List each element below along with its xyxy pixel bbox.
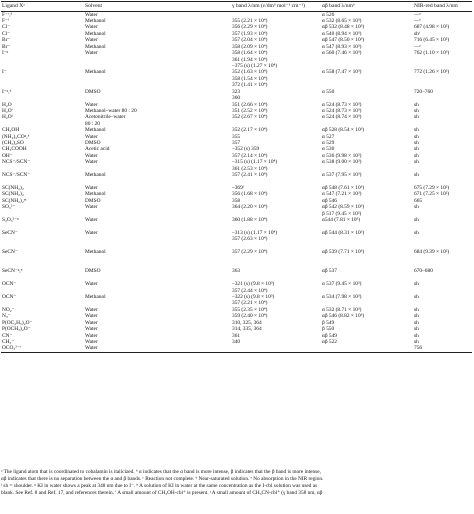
cell-alpha-beta-band: α 540 (8.94 × 10³) bbox=[322, 30, 362, 37]
cell-ligand: I⁻ᵍ,ʰ bbox=[2, 88, 12, 95]
cell-alpha-beta-band: αβ 528 (8.54 × 10³) bbox=[322, 127, 365, 134]
cell-gamma-band: 361 bbox=[232, 332, 241, 339]
cell-ligand: SeCN⁻ bbox=[2, 249, 18, 256]
cell-alpha-beta-band: α 537 (7.95 × 10³) bbox=[322, 172, 362, 179]
footnote-line: ᶠ sh = shoulder. ᵍ KI in water shows a peak at 348 nm due to I⁻. ʰ A solution of KI in water at the same concentration as the I-cbl solution was used as bbox=[1, 483, 318, 489]
cell-alpha-beta-band: β 550 bbox=[322, 326, 335, 333]
cell-solvent: Acetic acid bbox=[85, 146, 110, 153]
cell-gamma-band bbox=[231, 345, 321, 352]
cell-alpha-beta-band: αβ 537 bbox=[322, 268, 338, 275]
cell-ligand: SeCN⁻ bbox=[2, 229, 18, 236]
table-body bbox=[1, 11, 472, 352]
cell-ligand: H₂O bbox=[2, 101, 12, 108]
cell-gamma-band: 358 (1.64 × 10⁴) bbox=[232, 50, 268, 57]
cell-nir-band: sh bbox=[414, 281, 419, 288]
cell-gamma-band: 352 (2.17 × 10⁴) bbox=[232, 127, 268, 134]
cell-solvent: Methanol bbox=[85, 18, 106, 25]
cell-alpha-beta-band: αβ 544 (8.31 × 10³) bbox=[322, 229, 365, 236]
cell-nir-band: 716 (6.45 × 10²) bbox=[414, 37, 450, 44]
cell-ligand: OH⁻ bbox=[2, 152, 13, 159]
cell-ligand: NO₂⁻ bbox=[2, 306, 15, 313]
cell-alpha-beta-band: αβ 532 (8.48 × 10³) bbox=[322, 24, 365, 31]
cell-ligand: (CH₃)₂SO bbox=[2, 140, 24, 147]
cell-nir-band: sh bbox=[414, 172, 419, 179]
cell-ligand: SC(NH₂)₂ᵐ bbox=[2, 197, 27, 204]
cell-solvent: Methanol bbox=[85, 191, 106, 198]
cell-alpha-beta-band: αβ 547 (8.50 × 10³) bbox=[322, 37, 365, 44]
cell-nir-band: sh bbox=[414, 313, 419, 320]
cell-solvent: Water bbox=[85, 204, 98, 211]
cell-solvent: Water bbox=[85, 50, 98, 57]
cell-alpha-beta-band bbox=[321, 345, 413, 352]
cell-ligand: OCO₃²⁻ʳ bbox=[1, 345, 84, 352]
cell-gamma-band: 357 (2.44 × 10⁴) bbox=[232, 287, 268, 294]
cell-ligand: OCN⁻ bbox=[2, 281, 17, 288]
header-ligand: Ligand Xᵃ bbox=[1, 2, 84, 12]
cell-nir-band: sh bbox=[414, 101, 419, 108]
cell-solvent: Water bbox=[85, 24, 98, 31]
cell-gamma-band: –375 (s) (1.27 × 10⁴) bbox=[232, 62, 278, 69]
cell-gamma-band: 310, 325, 364 bbox=[232, 319, 262, 326]
cell-gamma-band: 361 (2.53 × 10⁴) bbox=[232, 165, 268, 172]
cell-nir-band: 720–760 bbox=[414, 88, 433, 95]
cell-solvent: Water bbox=[85, 152, 98, 159]
cell-nir-band: sh bbox=[414, 217, 419, 224]
cell-gamma-band: 323 bbox=[232, 88, 241, 95]
cell-nir-band: sh bbox=[414, 332, 419, 339]
cell-solvent: Water bbox=[85, 184, 98, 191]
cell-solvent: Water bbox=[85, 11, 98, 18]
cell-solvent: Water bbox=[85, 159, 98, 166]
cell-solvent: DMSO bbox=[85, 268, 101, 275]
cell-gamma-band: 314, 335, 364 bbox=[232, 326, 262, 333]
cell-alpha-beta-band: α 526 bbox=[322, 11, 335, 18]
cell-nir-band: 675 (7.29 × 10²) bbox=[414, 184, 450, 191]
cell-nir-band: —ᵉ bbox=[414, 43, 421, 50]
cell-alpha-beta-band: αβ 546 (8.82 × 10³) bbox=[322, 313, 365, 320]
cell-alpha-beta-band: α 558 (7.47 × 10³) bbox=[322, 69, 362, 76]
cell-gamma-band: 357 (2.63 × 10⁴) bbox=[232, 236, 268, 243]
cell-gamma-band: 357 (2.41 × 10⁴) bbox=[232, 172, 268, 179]
header-row bbox=[1, 2, 472, 12]
cell-alpha-beta-band: α 530 bbox=[322, 146, 335, 153]
cell-solvent: Methanol bbox=[85, 43, 106, 50]
cell-alpha-beta-band: αβ 546 bbox=[322, 197, 338, 204]
cell-gamma-band: 352 (2.67 × 10⁴) bbox=[232, 114, 268, 121]
cell-nir-band: sh bbox=[414, 204, 419, 211]
cell-ligand: I⁻ᵍ bbox=[2, 50, 9, 57]
cell-nir-band: sh bbox=[414, 152, 419, 159]
cell-alpha-beta-band: αβ 548 (7.61 × 10³) bbox=[322, 184, 365, 191]
cell-nir-band: 671 (7.25 × 10²) bbox=[414, 191, 450, 198]
cell-nir-band: sh bbox=[414, 339, 419, 346]
header-alpha-beta-band: αβ band λ/nmᵇ bbox=[321, 2, 413, 12]
footnote-line: αβ indicates that there is no separation between the α and β bands. ᶜ Reaction not complete. ᵈ Near-saturated solution. ᵉ No absorption in the NIR region. bbox=[1, 476, 324, 482]
cell-alpha-beta-band: α 547 (7.21 × 10³) bbox=[322, 191, 362, 198]
cell-alpha-beta-band: α 536 (9.98 × 10³) bbox=[322, 152, 362, 159]
cell-solvent: Methanol bbox=[85, 30, 106, 37]
cell-ligand: Br⁻ bbox=[2, 43, 11, 50]
cell-nir-band: sh bbox=[414, 229, 419, 236]
table-header bbox=[1, 2, 472, 12]
cell-gamma-band: 357 bbox=[232, 140, 241, 147]
cell-ligand: CN⁻ bbox=[2, 332, 13, 339]
cell-alpha-beta-band: αβ 542 (8.59 × 10³) bbox=[322, 204, 365, 211]
cell-ligand: NCS⁻/SCN⁻ bbox=[2, 172, 31, 179]
cell-solvent: Water bbox=[85, 133, 98, 140]
cell-solvent: Water bbox=[85, 101, 98, 108]
cell-nir-band: 687 (4.98 × 10²) bbox=[414, 24, 450, 31]
cell-alpha-beta-band: α 550 bbox=[322, 88, 335, 95]
cell-solvent: Methanol bbox=[85, 294, 106, 301]
footnote-line: ᵃ The ligand atom that is coordinated to cobalamin is italicized. ᵇ α indicates that the α band is more intense, β indicates that the β band is more intense, bbox=[1, 469, 321, 475]
cell-ligand: SeCN⁻ᵍ,ⁿ bbox=[2, 268, 23, 275]
cell-ligand: N₃⁻ bbox=[2, 313, 11, 320]
cell-alpha-beta-band: α 538 (9.00 × 10³) bbox=[322, 159, 362, 166]
cell-solvent: DMSO bbox=[85, 197, 101, 204]
cell-solvent: DMSO bbox=[85, 140, 101, 147]
header-gamma-band: γ band λ/nm (ε/dm³ mol⁻¹ cm⁻¹) bbox=[231, 2, 321, 12]
cell-solvent: Water bbox=[85, 319, 98, 326]
cell-gamma-band: –315 (s) (1.17 × 10⁴) bbox=[232, 159, 278, 166]
cell-nir-band: sh bbox=[414, 127, 419, 134]
cell-alpha-beta-band: α 534 (7.98 × 10³) bbox=[322, 294, 362, 301]
cell-ligand: SC(NH₂)₂ bbox=[2, 184, 24, 191]
header-nir-band: NIR-red band λ/nm bbox=[413, 2, 472, 12]
cell-gamma-band: 357 (2.14 × 10⁴) bbox=[232, 152, 268, 159]
cell-ligand: F⁻ᶠ bbox=[2, 18, 9, 25]
cell-gamma-band: 352 (1.63 × 10⁴) bbox=[232, 69, 268, 76]
cell-solvent: Acetonitrile–water bbox=[85, 114, 126, 121]
cell-gamma-band: –313 (s) (1.17 × 10⁴) bbox=[232, 229, 278, 236]
cell-ligand: (NH₂)₂COᵍ,ᵏ bbox=[2, 133, 30, 140]
cell-solvent: Methanol–water 80 : 20 bbox=[85, 107, 137, 114]
cell-solvent: Methanol bbox=[85, 172, 106, 179]
table-footnotes bbox=[1, 469, 472, 497]
cell-ligand: OCN⁻ bbox=[2, 294, 17, 301]
cell-gamma-band: 356 (1.68 × 10⁴) bbox=[232, 191, 268, 198]
cell-nir-band: shᶠ bbox=[414, 30, 420, 37]
cell-gamma-band: 351 (2.52 × 10⁴) bbox=[232, 107, 268, 114]
table-row bbox=[1, 11, 472, 18]
cell-gamma-band: 358 bbox=[232, 197, 241, 204]
cell-alpha-beta-band: β 549 bbox=[322, 319, 335, 326]
cell-gamma-band: 356 (2.29 × 10⁴) bbox=[232, 24, 268, 31]
cell-nir-band: sh bbox=[414, 326, 419, 333]
cell-nir-band: sh bbox=[414, 133, 419, 140]
cell-alpha-beta-band: α 524 (8.74 × 10³) bbox=[322, 114, 362, 121]
cell-gamma-band: 355 (2.21 × 10⁴) bbox=[232, 18, 268, 25]
cell-solvent: Methanol bbox=[85, 249, 106, 256]
cell-ligand: CH₃⁻ bbox=[2, 339, 15, 346]
cell-alpha-beta-band: α 532 (8.71 × 10³) bbox=[322, 306, 362, 313]
cell-gamma-band: 355 bbox=[232, 133, 241, 140]
cell-nir-band: —ᵉ bbox=[414, 18, 421, 25]
cell-solvent: Water bbox=[85, 229, 98, 236]
cell-solvent: Water bbox=[85, 217, 98, 224]
cell-nir-band: 665 bbox=[414, 197, 423, 204]
cell-alpha-beta-band: α 527 bbox=[322, 133, 335, 140]
cell-ligand: S₂O₃²⁻ᵍ bbox=[2, 217, 19, 224]
header-solvent: Solvent bbox=[84, 2, 231, 12]
cell-gamma-band: 355 (2.35 × 10⁴) bbox=[232, 306, 268, 313]
cell-gamma-band bbox=[231, 11, 321, 18]
cell-solvent: Water bbox=[85, 326, 98, 333]
cell-nir-band: 670–680 bbox=[414, 268, 433, 275]
cell-gamma-band: –321 (s) (9.8 × 10³) bbox=[232, 281, 275, 288]
cell-alpha-beta-band: α 524 (8.73 × 10³) bbox=[322, 101, 362, 108]
cell-gamma-band: 357 (2.29 × 10⁴) bbox=[232, 249, 268, 256]
cell-ligand: SO₃²⁻ bbox=[2, 204, 16, 211]
cell-ligand: Cl⁻ bbox=[2, 30, 10, 37]
cell-solvent: Methanol bbox=[85, 69, 106, 76]
cell-ligand: P(OCH₃)₂O⁻ bbox=[2, 326, 31, 333]
cell-alpha-beta-band: α 529 bbox=[322, 140, 335, 147]
cell-nir-band: sh bbox=[414, 159, 419, 166]
cell-ligand: NCS⁻/SCN⁻ bbox=[2, 159, 31, 166]
cell-alpha-beta-band: αβ 549 bbox=[322, 332, 338, 339]
cell-solvent: Water bbox=[85, 281, 98, 288]
cell-alpha-beta-band: α 537 (9.45 × 10³) bbox=[322, 281, 362, 288]
cell-nir-band: —ᵉ bbox=[414, 11, 421, 18]
footnote-line: blank. See Ref. 8 and Ref. 17, and references therein. ⁱ A small amount of CH₃OH-cbl⁺ is present. ʲ A small amount of CH₃CN-cbl⁺ (γ band 358 nm, αβ bbox=[1, 490, 323, 496]
cell-ligand: F⁻ᶜ,ᵈ bbox=[2, 11, 13, 18]
cell-nir-band: 684 (9.39 × 10²) bbox=[414, 249, 450, 256]
cell-gamma-band: 357 (2.21 × 10⁴) bbox=[232, 300, 268, 307]
cell-solvent: Water bbox=[84, 345, 231, 352]
cell-gamma-band: 358 (1.54 × 10⁴) bbox=[232, 75, 268, 82]
cell-nir-band: sh bbox=[414, 319, 419, 326]
cell-gamma-band: 351 (2.66 × 10⁴) bbox=[232, 101, 268, 108]
cell-gamma-band: 357 (2.04 × 10⁴) bbox=[232, 37, 268, 44]
spectral-data-table bbox=[1, 1, 472, 353]
table-row bbox=[1, 345, 472, 352]
cell-solvent: 80 : 20 bbox=[85, 120, 100, 127]
cell-nir-band: 772 (1.26 × 10³) bbox=[414, 69, 450, 76]
cell-gamma-band: 340 bbox=[232, 339, 241, 346]
cell-ligand: Cl⁻ bbox=[2, 24, 10, 31]
cell-gamma-band: 364 (2.20 × 10⁴) bbox=[232, 204, 268, 211]
cell-ligand: Br⁻ bbox=[2, 37, 11, 44]
cell-gamma-band: –322 (s) (9.8 × 10³) bbox=[232, 294, 275, 301]
cell-gamma-band: –369ˡ bbox=[232, 184, 244, 191]
cell-ligand: H₂Oⁱ bbox=[2, 107, 13, 114]
cell-nir-band: sh bbox=[414, 114, 419, 121]
cell-solvent: Methanol bbox=[85, 127, 106, 134]
cell-nir-band: 762 (1.10 × 10³) bbox=[414, 50, 450, 57]
cell-alpha-beta-band: αβ 522 bbox=[322, 339, 338, 346]
cell-alpha-beta-band: α544 (7.81 × 10³) bbox=[322, 217, 361, 224]
cell-ligand: CH₃OH bbox=[2, 127, 20, 134]
cell-solvent: DMSO bbox=[85, 88, 101, 95]
cell-nir-band: 756 bbox=[413, 345, 472, 352]
cell-nir-band: sh bbox=[414, 294, 419, 301]
cell-solvent: Water bbox=[85, 313, 98, 320]
cell-solvent: Water bbox=[85, 306, 98, 313]
cell-nir-band: sh bbox=[414, 306, 419, 313]
cell-ligand: CH₃COOH bbox=[2, 146, 27, 153]
cell-alpha-beta-band: β 517 (9.45 × 10³) bbox=[322, 210, 362, 217]
cell-nir-band: sh bbox=[414, 140, 419, 147]
cell-solvent: Water bbox=[85, 332, 98, 339]
cell-ligand: SC(NH₂)₂ bbox=[2, 191, 24, 198]
cell-alpha-beta-band: α 532 (8.65 × 10³) bbox=[322, 18, 362, 25]
cell-ligand: P(OC₂H₅)₂O⁻ bbox=[2, 319, 33, 326]
cell-gamma-band: –352 (s) 359 bbox=[232, 146, 260, 153]
cell-gamma-band: 358 (2.09 × 10⁴) bbox=[232, 43, 268, 50]
cell-gamma-band: 360 (1.88 × 10⁴) bbox=[232, 217, 268, 224]
cell-solvent: Water bbox=[85, 37, 98, 44]
cell-gamma-band: 372 (1.41 × 10⁴) bbox=[232, 82, 268, 89]
cell-ligand: I⁻ bbox=[2, 69, 7, 76]
cell-gamma-band: 359 (2.40 × 10⁴) bbox=[232, 313, 268, 320]
cell-solvent: Water bbox=[85, 339, 98, 346]
cell-gamma-band: 357 (1.93 × 10⁴) bbox=[232, 30, 268, 37]
cell-alpha-beta-band: α 560 (7.46 × 10³) bbox=[322, 50, 362, 57]
cell-nir-band: sh bbox=[414, 107, 419, 114]
cell-alpha-beta-band: αβ 539 (7.71 × 10³) bbox=[322, 249, 365, 256]
cell-alpha-beta-band: α 524 (8.73 × 10³) bbox=[322, 107, 362, 114]
cell-nir-band: sh bbox=[414, 146, 419, 153]
cell-gamma-band: 361 (1.94 × 10⁴) bbox=[232, 56, 268, 63]
cell-gamma-band: 360 bbox=[232, 95, 241, 102]
cell-alpha-beta-band: α 547 (8.93 × 10³) bbox=[322, 43, 362, 50]
cell-gamma-band: 363 bbox=[232, 268, 241, 275]
cell-ligand: H₂Oʲ bbox=[2, 114, 13, 121]
